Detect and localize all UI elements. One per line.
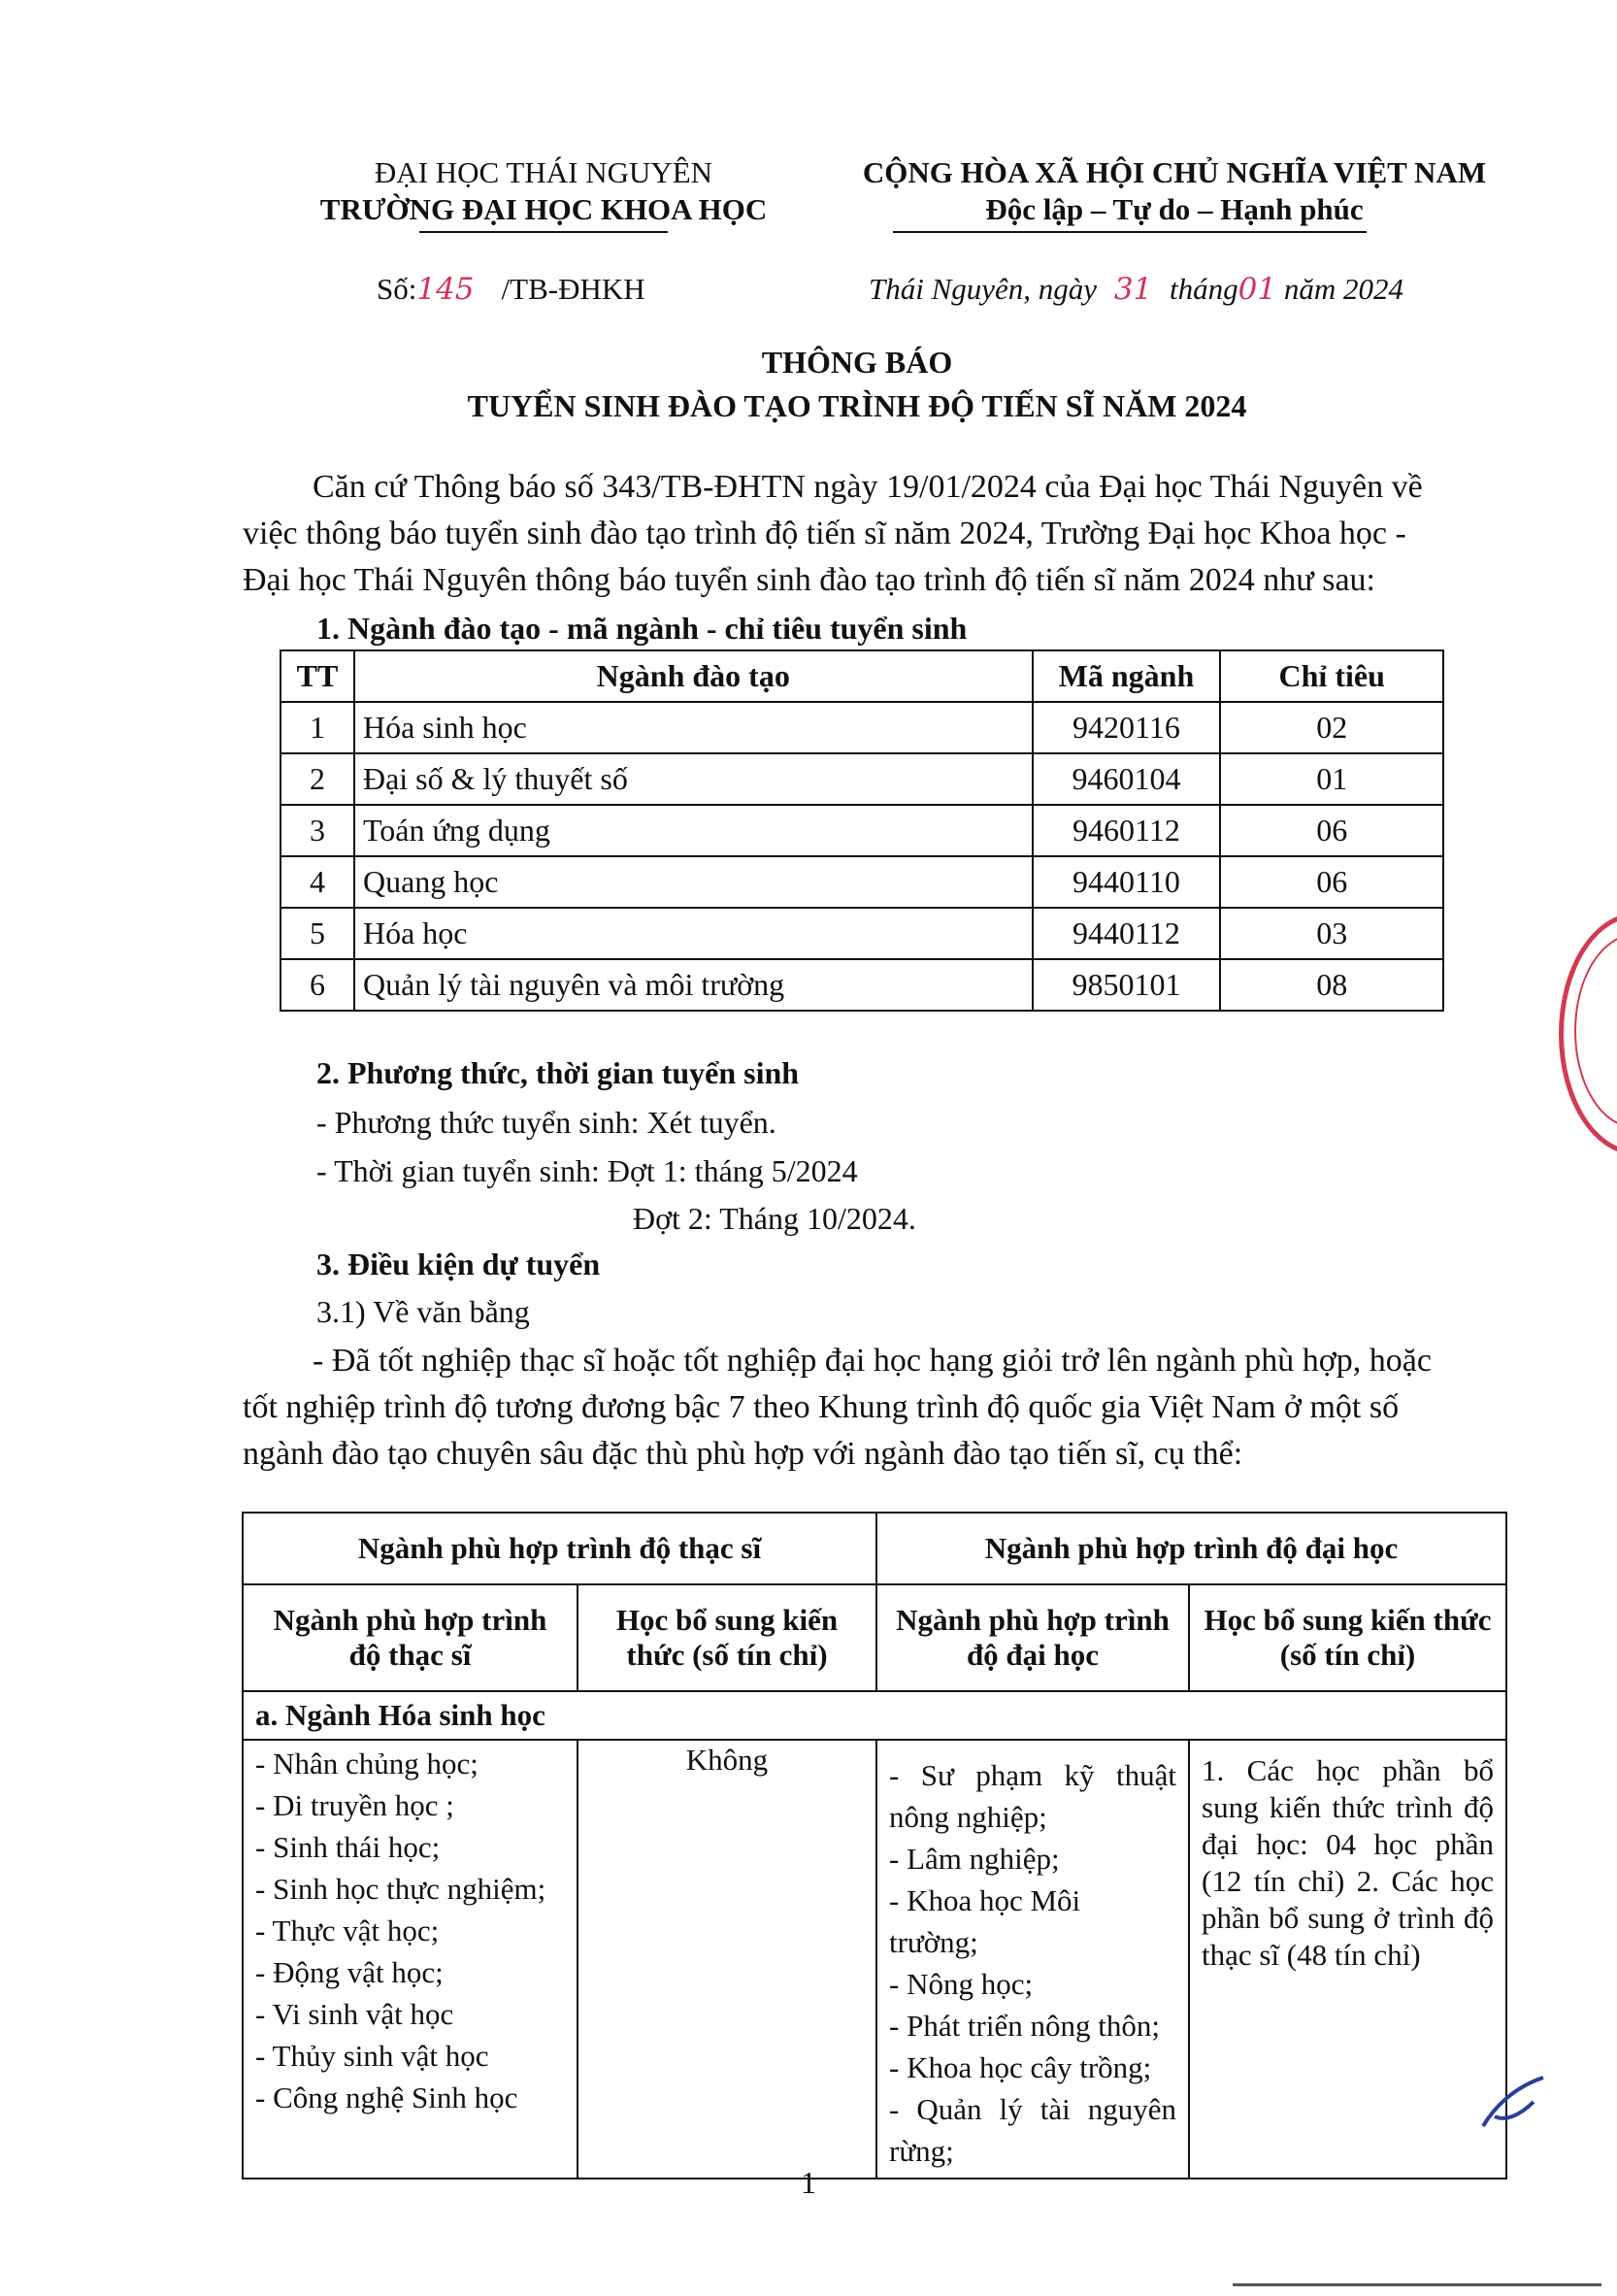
national-title: CỘNG HÒA XÃ HỘI CHỦ NGHĨA VIỆT NAM	[862, 155, 1487, 189]
list-item: - Thủy sinh vật học	[255, 2039, 489, 2073]
page-number: 1	[801, 2165, 816, 2200]
master-extra-cell: Không	[578, 1740, 876, 2179]
col-quota: Chỉ tiêu	[1220, 650, 1443, 702]
row-quota: 08	[1220, 959, 1443, 1011]
date-day: 31	[1113, 272, 1153, 307]
section3-sub: 3.1) Về văn bằng	[316, 1294, 530, 1329]
row-major: Toán ứng dụng	[354, 805, 1033, 856]
degree-line-1: - Đã tốt nghiệp thạc sĩ hoặc tốt nghiệp đại học hạng giỏi trở lên ngành phù hợp, hoặc	[313, 1343, 1432, 1379]
document-date	[869, 272, 1403, 307]
row-major: Đại số & lý thuyết số	[354, 753, 1033, 805]
list-item: - Thực vật học;	[255, 1913, 440, 1947]
col-tt: TT	[280, 650, 354, 702]
list-item: - Sinh học thực nghiệm;	[255, 1872, 546, 1906]
list-item: - Khoa học cây trồng;	[889, 2050, 1152, 2084]
list-item: - Lâm nghiệp;	[889, 1842, 1060, 1876]
number-prefix: Số:	[377, 272, 417, 306]
row-quota: 01	[1220, 753, 1443, 805]
col-major: Ngành đào tạo	[354, 650, 1033, 702]
date-month: 01	[1238, 272, 1277, 307]
agency-parent: ĐẠI HỌC THÁI NGUYÊN	[374, 155, 713, 189]
intro-line-2: việc thông báo tuyển sinh đào tạo trình độ tiến sĩ năm 2024, Trường Đại học Khoa học -	[243, 516, 1406, 551]
row-major: Quản lý tài nguyên và môi trường	[354, 959, 1033, 1011]
date-prefix: Thái Nguyên, ngày	[869, 272, 1098, 306]
row-tt: 3	[280, 805, 354, 856]
table-row	[280, 805, 1443, 856]
row-code: 9460104	[1033, 753, 1221, 805]
eligibility-group-header	[243, 1513, 1506, 1584]
row-code: 9460112	[1033, 805, 1221, 856]
motto-underline	[893, 231, 1367, 233]
master-majors-cell	[243, 1740, 578, 2179]
row-tt: 1	[280, 702, 354, 753]
doc-title: THÔNG BÁO	[761, 345, 953, 380]
number-handwritten: 145	[416, 272, 475, 307]
national-motto: Độc lập – Tự do – Hạnh phúc	[985, 192, 1364, 226]
list-item: - Sinh thái học;	[255, 1830, 441, 1864]
col-code: Mã ngành	[1033, 650, 1221, 702]
row-major: Hóa học	[354, 908, 1033, 959]
eligibility-table	[242, 1512, 1507, 2180]
table-row	[243, 1740, 1506, 2179]
intro-line-1: Căn cứ Thông báo số 343/TB-ĐHTN ngày 19/01/2024 của Đại học Thái Nguyên về	[313, 469, 1423, 505]
section-a-title: a. Ngành Hóa sinh học	[243, 1691, 1506, 1740]
agency-name: TRƯỜNG ĐẠI HỌC KHOA HỌC	[319, 192, 768, 226]
group-bachelor: Ngành phù hợp trình độ đại học	[876, 1513, 1506, 1584]
quota-table	[280, 649, 1444, 1012]
list-item: - Nhân chủng học;	[255, 1747, 478, 1780]
section3-heading: 3. Điều kiện dự tuyển	[316, 1247, 601, 1281]
row-quota: 03	[1220, 908, 1443, 959]
eligibility-column-header	[243, 1584, 1506, 1691]
col-master-extra: Học bổ sung kiến thức (số tín chỉ)	[578, 1584, 876, 1691]
row-major: Quang học	[354, 856, 1033, 908]
list-item: - Khoa học Môi trường;	[889, 1883, 1081, 1959]
table-row	[280, 702, 1443, 753]
row-major: Hóa sinh học	[354, 702, 1033, 753]
col-bachelor-major: Ngành phù hợp trình độ đại học	[876, 1584, 1189, 1691]
table-row	[280, 753, 1443, 805]
degree-line-2: tốt nghiệp trình độ tương đương bậc 7 theo Khung trình độ quốc gia Việt Nam ở một số	[243, 1389, 1400, 1425]
degree-line-3: ngành đào tạo chuyên sâu đặc thù phù hợp với ngành đào tạo tiến sĩ, cụ thể:	[243, 1436, 1243, 1472]
row-quota: 02	[1220, 702, 1443, 753]
list-item: - Quản lý tài nguyên rừng;	[889, 2092, 1176, 2168]
row-tt: 4	[280, 856, 354, 908]
table-row	[280, 856, 1443, 908]
admission-method: - Phương thức tuyển sinh: Xét tuyển.	[316, 1105, 776, 1140]
table-row	[280, 959, 1443, 1011]
agency-underline	[419, 231, 668, 233]
list-item: - Sư phạm kỹ thuật nông nghiệp;	[889, 1758, 1176, 1834]
row-code: 9420116	[1033, 702, 1221, 753]
intro-line-3: Đại học Thái Nguyên thông báo tuyển sinh đào tạo trình độ tiến sĩ năm 2024 như sau:	[243, 562, 1376, 598]
row-code: 9850101	[1033, 959, 1221, 1011]
list-item: - Vi sinh vật học	[255, 1997, 454, 2031]
list-item: - Động vật học;	[255, 1955, 444, 1989]
date-year: năm 2024	[1283, 272, 1403, 306]
row-tt: 6	[280, 959, 354, 1011]
page-edge-line	[1233, 2283, 1601, 2286]
list-item: - Công nghệ Sinh học	[255, 2080, 518, 2114]
document-number	[377, 272, 645, 307]
list-item: - Di truyền học ;	[255, 1788, 454, 1822]
list-item: - Nông học;	[889, 1967, 1034, 2001]
col-bachelor-extra: Học bổ sung kiến thức (số tín chỉ)	[1189, 1584, 1506, 1691]
group-master: Ngành phù hợp trình độ thạc sĩ	[243, 1513, 876, 1584]
list-item: - Phát triển nông thôn;	[889, 2009, 1160, 2043]
row-code: 9440110	[1033, 856, 1221, 908]
row-code: 9440112	[1033, 908, 1221, 959]
bachelor-extra-cell: 1. Các học phần bổ sung kiến thức trình độ đại học: 04 học phần (12 tín chỉ) 2. Các học phần bổ sung ở trình độ thạc sĩ (48 tín chỉ)	[1189, 1740, 1506, 2179]
admission-time-2: Đợt 2: Tháng 10/2024.	[633, 1201, 916, 1236]
date-month-label: tháng	[1170, 272, 1238, 306]
section1-heading: 1. Ngành đào tạo - mã ngành - chỉ tiêu tuyển sinh	[316, 611, 968, 646]
table-row	[280, 908, 1443, 959]
number-suffix: /TB-ĐHKH	[501, 272, 645, 306]
doc-subtitle: TUYỂN SINH ĐÀO TẠO TRÌNH ĐỘ TIẾN SĨ NĂM 2024	[467, 388, 1247, 423]
row-tt: 5	[280, 908, 354, 959]
quota-table-header	[280, 650, 1443, 702]
admission-time-1: - Thời gian tuyển sinh: Đợt 1: tháng 5/2024	[316, 1153, 858, 1188]
bachelor-majors-cell	[876, 1740, 1189, 2179]
signature-initial-mark	[1475, 2068, 1553, 2136]
section2-heading: 2. Phương thức, thời gian tuyển sinh	[316, 1055, 800, 1090]
row-tt: 2	[280, 753, 354, 805]
col-master-major: Ngành phù hợp trình độ thạc sĩ	[243, 1584, 578, 1691]
section-a-row	[243, 1691, 1506, 1740]
row-quota: 06	[1220, 805, 1443, 856]
row-quota: 06	[1220, 856, 1443, 908]
